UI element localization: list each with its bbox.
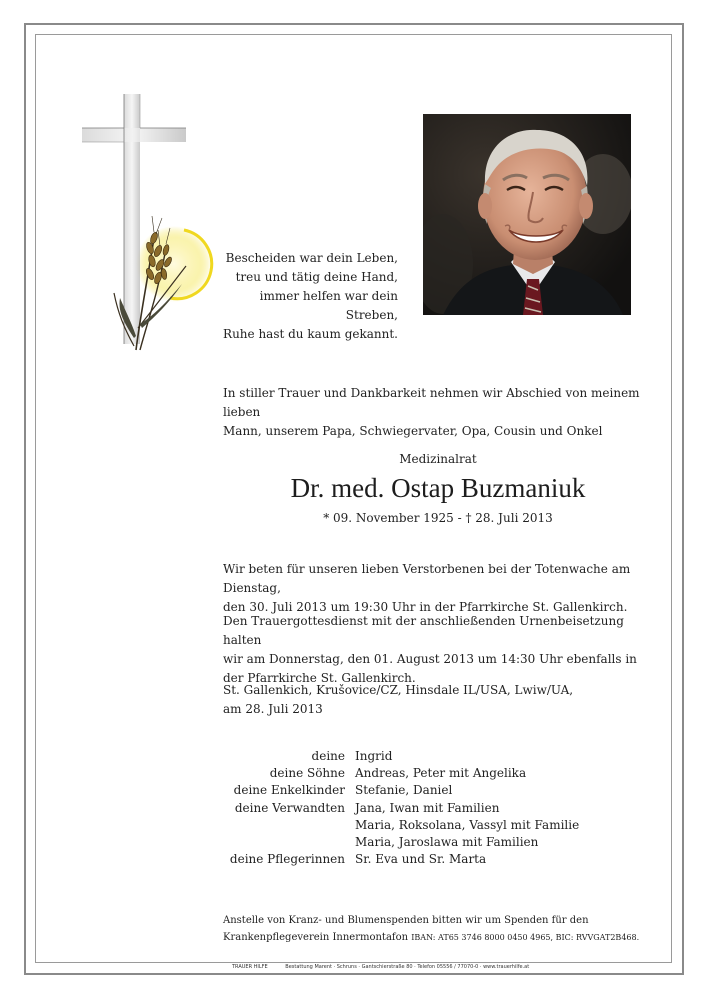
mourner-row bbox=[200, 851, 600, 868]
paragraph-line: wir am Donnerstag, den 01. August 2013 um 14:30 Uhr ebenfalls in bbox=[223, 652, 637, 666]
mourner-relation: deine Söhne bbox=[269, 766, 345, 781]
footer bbox=[232, 964, 529, 970]
footer-text: Bestattung Marent · Schruns · Gantschierstraße 80 · Telefon 05556 / 77070-0 · www.trauerhilfe.at bbox=[285, 964, 530, 970]
deceased-name: Dr. med. Ostap Buzmaniuk bbox=[290, 473, 586, 503]
mourner-row bbox=[200, 765, 600, 782]
deceased-title: Medizinalrat bbox=[399, 452, 477, 466]
poem bbox=[214, 249, 398, 344]
mourner-relation bbox=[200, 817, 355, 834]
intro-text bbox=[223, 384, 653, 441]
poem-line: Bescheiden war dein Leben, bbox=[225, 251, 398, 265]
donation-recipient: Krankenpflegeverein Innermontafon bbox=[223, 932, 409, 943]
deceased-dates: * 09. November 1925 - † 28. Juli 2013 bbox=[323, 511, 553, 525]
mourner-relation: deine bbox=[311, 749, 345, 763]
portrait-photo bbox=[423, 114, 631, 315]
intro-line: In stiller Trauer und Dankbarkeit nehmen wir Abschied von meinem lieben bbox=[223, 386, 640, 419]
paragraph-line: am 28. Juli 2013 bbox=[223, 702, 323, 716]
wake-paragraph bbox=[223, 560, 663, 617]
place-date-paragraph bbox=[223, 681, 663, 719]
intro-line: Mann, unserem Papa, Schwiegervater, Opa, Cousin und Onkel bbox=[223, 424, 603, 438]
mourner-relation: deine Enkelkinder bbox=[233, 783, 345, 798]
mourner-names: Maria, Jaroslawa mit Familien bbox=[355, 835, 539, 850]
bank-details: IBAN: AT65 3746 8000 0450 4965, BIC: RVVGAT2B468. bbox=[411, 933, 640, 942]
poem-line: treu und tätig deine Hand, bbox=[235, 270, 398, 284]
paragraph-line: den 30. Juli 2013 um 19:30 Uhr in der Pfarrkirche St. Gallenkirch. bbox=[223, 600, 628, 614]
mourner-names: Andreas, Peter mit Angelika bbox=[355, 766, 527, 781]
mourner-row bbox=[200, 834, 600, 851]
cross-with-wheat-icon bbox=[74, 88, 214, 358]
footer-brand: TRAUER HILFE bbox=[232, 964, 268, 970]
mourner-row bbox=[200, 817, 600, 834]
service-paragraph bbox=[223, 612, 663, 688]
mourner-names: Maria, Roksolana, Vassyl mit Familie bbox=[355, 817, 580, 832]
mourners-list bbox=[200, 748, 600, 868]
paragraph-line: Wir beten für unseren lieben Verstorbenen bei der Totenwache am Dienstag, bbox=[223, 562, 631, 595]
mourner-relation: deine Verwandten bbox=[234, 800, 345, 815]
paragraph-line: St. Gallenkich, Krušovice/CZ, Hinsdale IL/USA, Lwiw/UA, bbox=[223, 683, 574, 697]
paragraph-line: Den Trauergottesdienst mit der anschließenden Urnenbeisetzung halten bbox=[223, 614, 624, 647]
mourner-row bbox=[200, 800, 600, 817]
mourner-row bbox=[200, 782, 600, 799]
mourner-relation: deine Pflegerinnen bbox=[229, 852, 345, 867]
mourner-relation bbox=[200, 834, 355, 851]
mourner-names: Stefanie, Daniel bbox=[355, 783, 453, 798]
donation-line: Anstelle von Kranz- und Blumenspenden bitten wir um Spenden für den bbox=[223, 915, 589, 926]
donation-note bbox=[223, 912, 683, 946]
poem-line: Ruhe hast du kaum gekannt. bbox=[223, 327, 398, 341]
mourner-names: Jana, Iwan mit Familien bbox=[355, 800, 500, 815]
poem-line: immer helfen war dein Streben, bbox=[259, 289, 398, 322]
mourner-names: Ingrid bbox=[355, 749, 393, 763]
mourner-names: Sr. Eva und Sr. Marta bbox=[355, 852, 487, 867]
donation-line-2 bbox=[223, 929, 683, 946]
mourner-row bbox=[200, 748, 600, 765]
paragraph-line: der Pfarrkirche St. Gallenkirch. bbox=[223, 671, 416, 685]
